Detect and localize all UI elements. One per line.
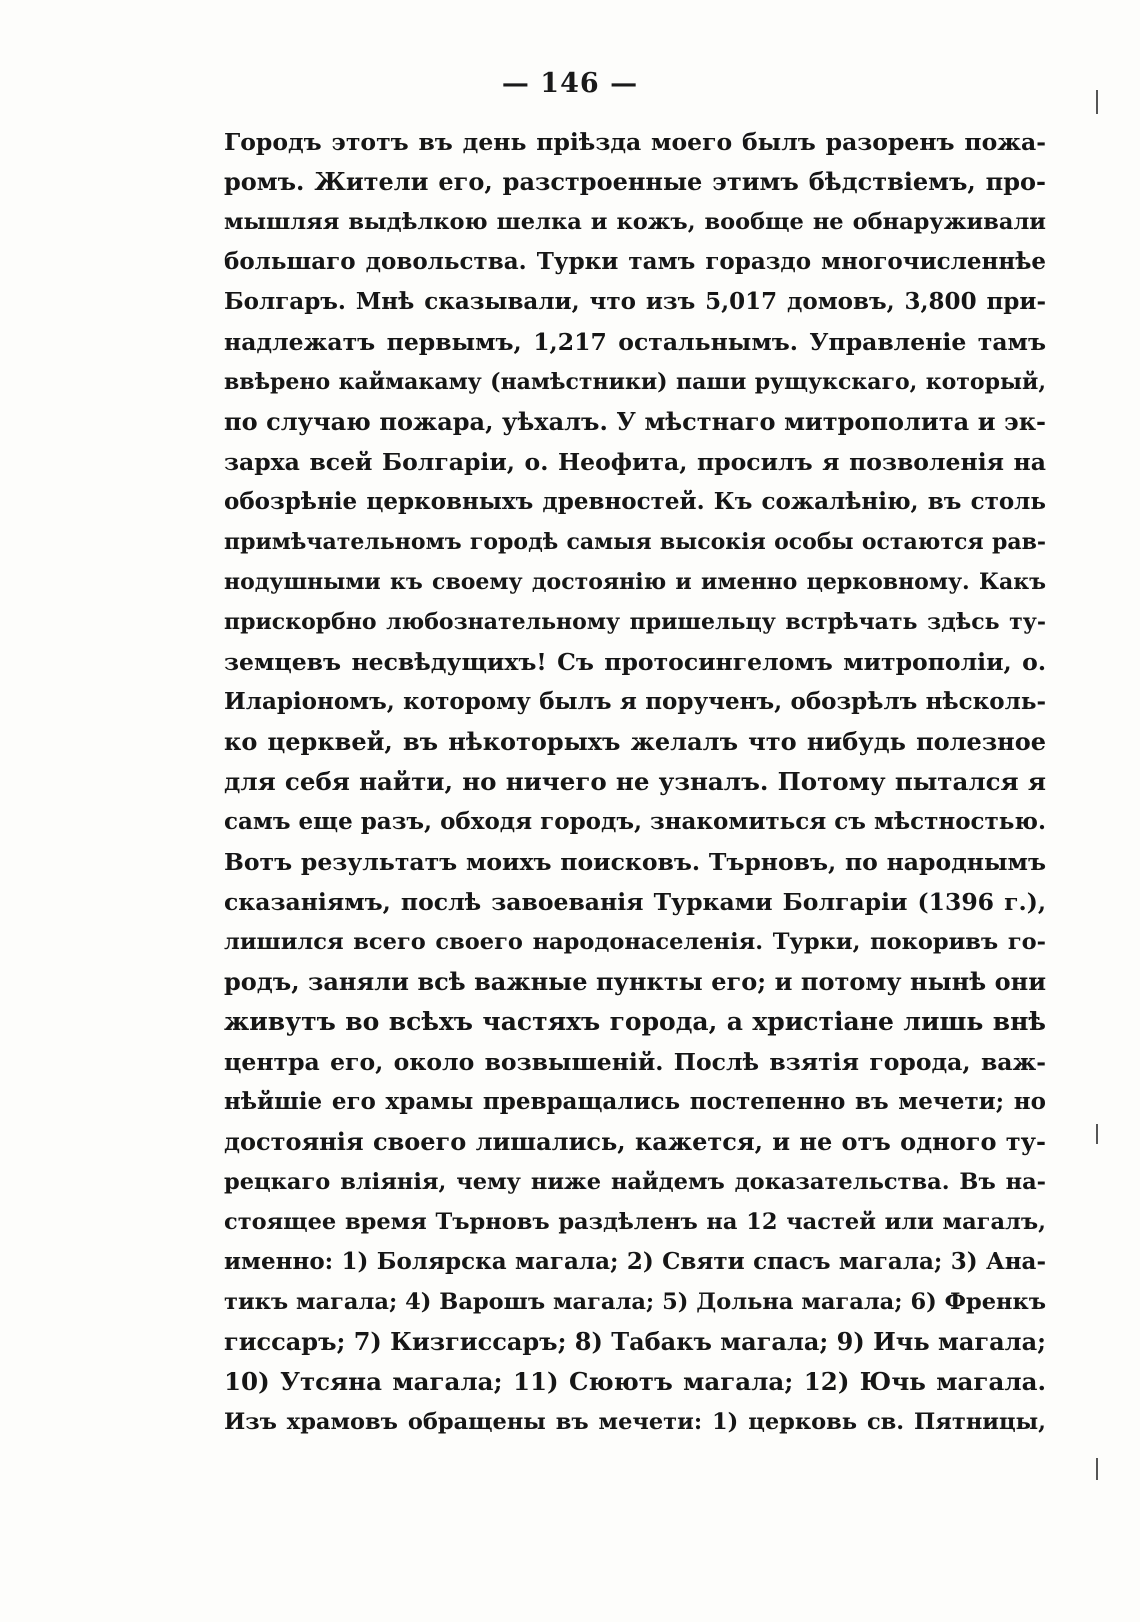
text-line: нодушными къ своему достоянію и именно церковному. Какъ xyxy=(224,569,1046,595)
margin-mark xyxy=(1096,1458,1098,1480)
text-line: большаго довольства. Турки тамъ гораздо многочисленнѣе xyxy=(224,248,1046,275)
text-line: Болгаръ. Мнѣ сказывали, что изъ 5,017 домовъ, 3,800 при- xyxy=(224,288,1046,315)
text-line: по случаю пожара, уѣхалъ. У мѣстнаго митрополита и эк- xyxy=(224,407,1046,436)
text-line: лишился всего своего народонаселенія. Турки, покоривъ го- xyxy=(224,929,1046,955)
text-line: мышляя выдѣлкою шелка и кожъ, вообще не обнаруживали xyxy=(224,209,1046,235)
text-line: стоящее время Търновъ раздѣленъ на 12 частей или магалъ, xyxy=(224,1209,1046,1235)
text-line: надлежатъ первымъ, 1,217 остальнымъ. Управленіе тамъ xyxy=(224,328,1046,356)
text-line: центра его, около возвышеній. Послѣ взятія города, важ- xyxy=(224,1048,1046,1076)
text-line: достоянія своего лишались, кажется, и не отъ одного ту- xyxy=(224,1127,1046,1156)
text-line: родъ, заняли всѣ важные пункты его; и потому нынѣ они xyxy=(224,967,1046,996)
text-line: для себя найти, но ничего не узналъ. Потому пытался я xyxy=(224,767,1046,796)
text-line: гиссаръ; 7) Кизгиссаръ; 8) Табакъ магала; 9) Ичь магала; xyxy=(224,1327,1046,1356)
text-line: прискорбно любознательному пришельцу встрѣчать здѣсь ту- xyxy=(224,609,1046,635)
page-number: — 146 — xyxy=(501,68,639,99)
text-line: Городъ этотъ въ день пріѣзда моего былъ разоренъ пожа- xyxy=(224,128,1046,156)
text-line: Изъ храмовъ обращены въ мечети: 1) церковь св. Пятницы, xyxy=(224,1409,1046,1435)
text-line: именно: 1) Болярска магала; 2) Святи спасъ магала; 3) Ана- xyxy=(224,1248,1046,1275)
text-line: живутъ во всѣхъ частяхъ города, а христіане лишь внѣ xyxy=(224,1007,1046,1036)
text-line: 10) Утсяна магала; 11) Сюютъ магала; 12) Ючь магала. xyxy=(224,1367,1046,1396)
text-line: Вотъ результатъ моихъ поисковъ. Търновъ, по народнымъ xyxy=(224,848,1046,876)
text-line: зарха всей Болгаріи, о. Неофита, просилъ я позволенія на xyxy=(224,448,1046,476)
text-line: ввѣрено каймакаму (намѣстники) паши рущукскаго, который, xyxy=(224,369,1046,395)
margin-mark xyxy=(1096,1124,1098,1144)
text-line: самъ еще разъ, обходя городъ, знакомиться съ мѣстностью. xyxy=(224,808,1046,835)
text-line: Иларіономъ, которому былъ я порученъ, обозрѣлъ нѣсколь- xyxy=(224,688,1046,715)
text-line: тикъ магала; 4) Варошъ магала; 5) Дольна магала; 6) Френкъ xyxy=(224,1289,1046,1315)
text-line: ромъ. Жители его, разстроенные этимъ бѣдствіемъ, про- xyxy=(224,167,1046,196)
body-text xyxy=(224,122,1046,1442)
text-line: обозрѣніе церковныхъ древностей. Къ сожалѣнію, въ столь xyxy=(224,488,1046,515)
text-line: примѣчательномъ городѣ самыя высокія особы остаются рав- xyxy=(224,529,1046,555)
text-line: нѣйшіе его храмы превращались постепенно въ мечети; но xyxy=(224,1088,1046,1115)
text-line: земцевъ несвѣдущихъ! Съ протосингеломъ митрополіи, о. xyxy=(224,648,1046,676)
text-line: ко церквей, въ нѣкоторыхъ желалъ что нибудь полезное xyxy=(224,727,1046,756)
margin-mark xyxy=(1096,90,1098,114)
text-line: сказаніямъ, послѣ завоеванія Турками Болгаріи (1396 г.), xyxy=(224,888,1046,916)
text-line: рецкаго вліянія, чему ниже найдемъ доказательства. Въ на- xyxy=(224,1169,1046,1195)
